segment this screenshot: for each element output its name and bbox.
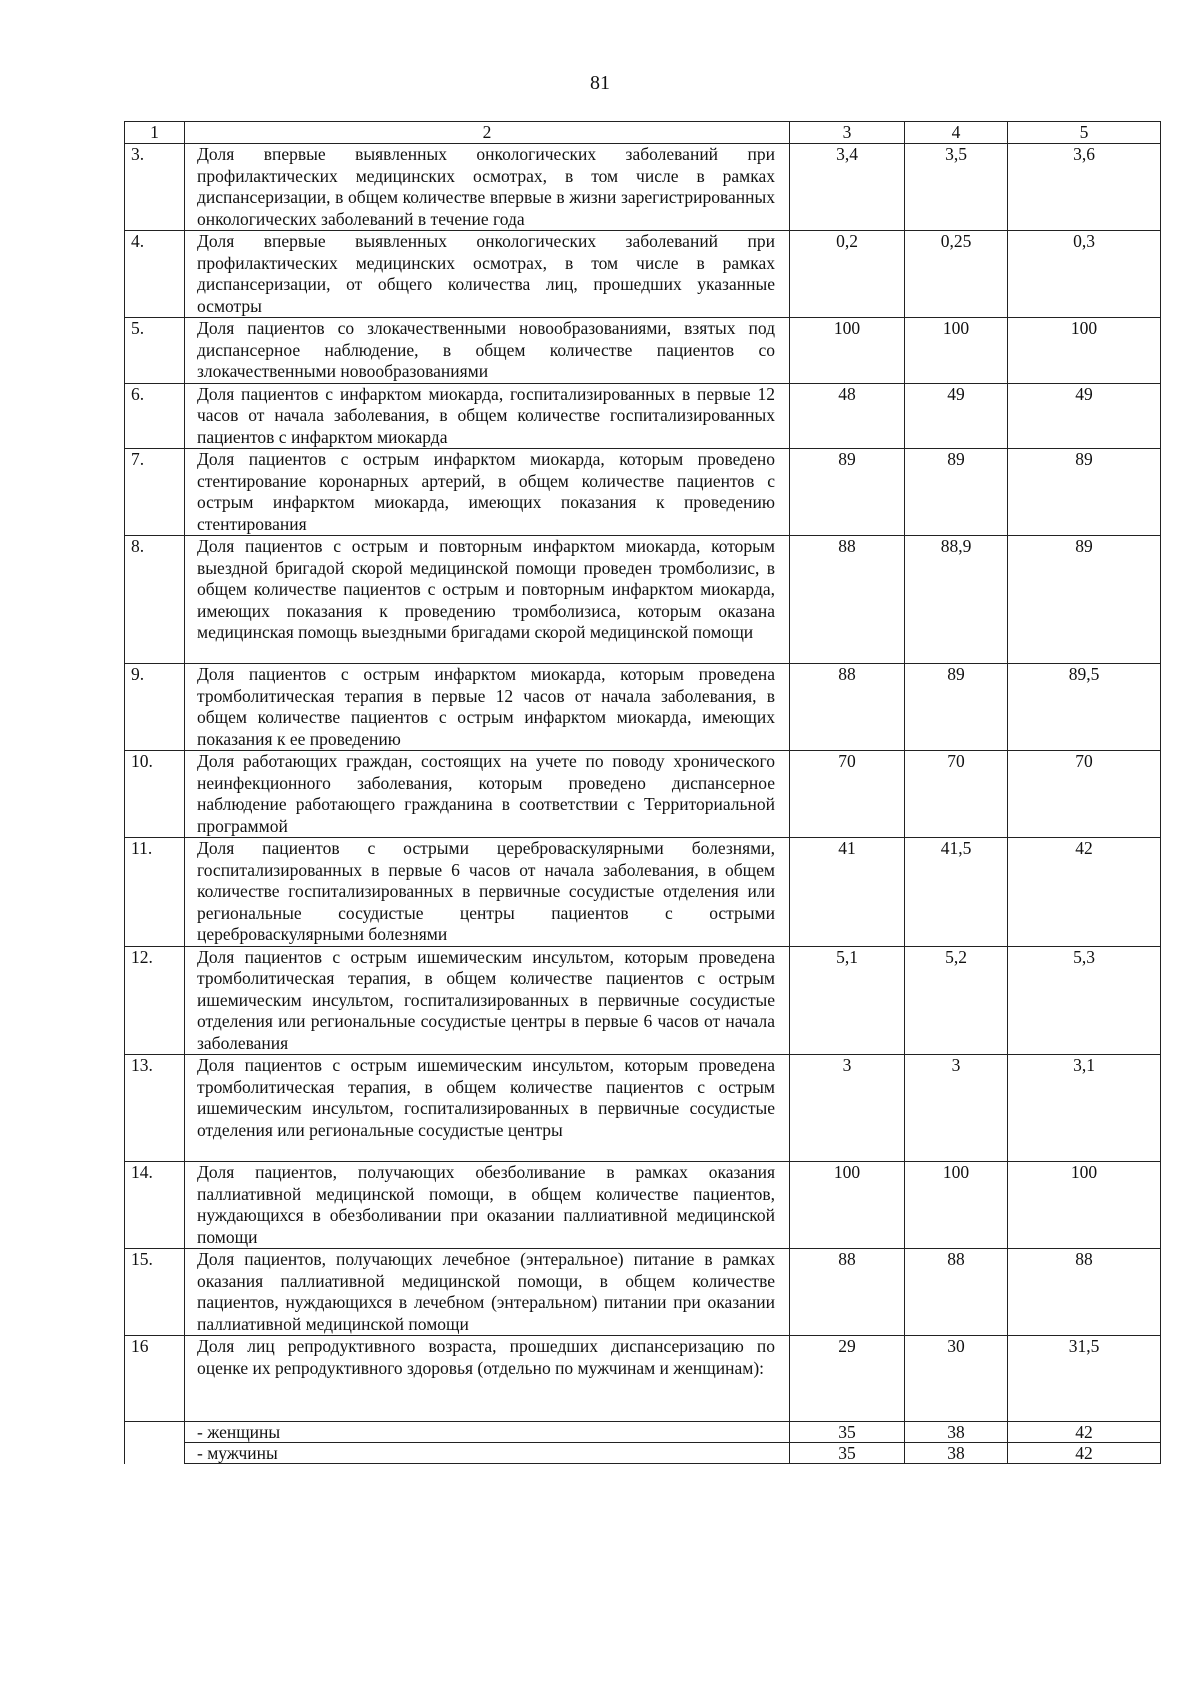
indicator-text: Доля впервые выявленных онкологических заболеваний при профилактических медицинских осмотрах, в том числе в рамках диспансеризации, в общем количестве впервые в жизни зарегистрированных онкологических заболеваний в течение года <box>185 144 790 231</box>
table-row <box>125 751 1161 838</box>
table-row <box>125 144 1161 231</box>
row-number <box>125 1422 185 1443</box>
header-cell: 2 <box>185 122 790 144</box>
table-row <box>125 231 1161 318</box>
value-col3: 88 <box>790 1249 905 1336</box>
row-number: 14. <box>125 1162 185 1249</box>
value-col4: 38 <box>905 1422 1008 1443</box>
value-col5: 42 <box>1008 838 1161 947</box>
indicator-text: Доля пациентов, получающих лечебное (энтеральное) питание в рамках оказания паллиативной медицинской помощи, в общем количестве пациентов, нуждающихся в лечебном (энтеральном) питании при оказании паллиативной медицинской помощи <box>185 1249 790 1336</box>
value-col5: 31,5 <box>1008 1336 1161 1422</box>
indicator-text: Доля впервые выявленных онкологических заболеваний при профилактических медицинских осмотрах, в том числе в рамках диспансеризации, от общего количества лиц, прошедших указанные осмотры <box>185 231 790 318</box>
value-col5: 5,3 <box>1008 946 1161 1055</box>
table-row <box>125 1249 1161 1336</box>
header-row <box>125 122 1161 144</box>
indicator-text: - женщины <box>185 1422 790 1443</box>
row-number: 10. <box>125 751 185 838</box>
indicator-text: Доля пациентов со злокачественными новообразованиями, взятых под диспансерное наблюдение, в общем количестве пациентов со злокачественными новообразованиями <box>185 318 790 384</box>
value-col5: 49 <box>1008 383 1161 449</box>
value-col3: 48 <box>790 383 905 449</box>
value-col3: 0,2 <box>790 231 905 318</box>
page-number: 81 <box>590 72 610 94</box>
value-col3: 41 <box>790 838 905 947</box>
value-col3: 89 <box>790 449 905 536</box>
row-number: 15. <box>125 1249 185 1336</box>
value-col5: 3,1 <box>1008 1055 1161 1162</box>
row-number: 7. <box>125 449 185 536</box>
value-col4: 3,5 <box>905 144 1008 231</box>
value-col5: 88 <box>1008 1249 1161 1336</box>
value-col4: 0,25 <box>905 231 1008 318</box>
header-cell: 3 <box>790 122 905 144</box>
value-col5: 42 <box>1008 1443 1161 1464</box>
indicator-text: Доля лиц репродуктивного возраста, прошедших диспансеризацию по оценке их репродуктивного здоровья (отдельно по мужчинам и женщинам): <box>185 1336 790 1422</box>
value-col3: 100 <box>790 1162 905 1249</box>
table-row <box>125 664 1161 751</box>
table-row <box>125 449 1161 536</box>
value-col4: 3 <box>905 1055 1008 1162</box>
value-col4: 5,2 <box>905 946 1008 1055</box>
indicator-text: Доля пациентов с острыми цереброваскулярными болезнями, госпитализированных в первые 6 часов от начала заболевания, в общем количестве госпитализированных в первичные сосудистые отделения или региональные сосудистые центры пациентов с острыми цереброваскулярными болезнями <box>185 838 790 947</box>
header-cell: 4 <box>905 122 1008 144</box>
value-col4: 38 <box>905 1443 1008 1464</box>
row-number <box>125 1443 185 1464</box>
table-row <box>125 1336 1161 1422</box>
row-number: 13. <box>125 1055 185 1162</box>
value-col3: 3 <box>790 1055 905 1162</box>
value-col4: 100 <box>905 318 1008 384</box>
value-col4: 70 <box>905 751 1008 838</box>
indicator-text: Доля пациентов, получающих обезболивание в рамках оказания паллиативной медицинской помощи, в общем количестве пациентов, нуждающихся в обезболивании при оказании паллиативной медицинской помощи <box>185 1162 790 1249</box>
value-col4: 30 <box>905 1336 1008 1422</box>
row-number: 4. <box>125 231 185 318</box>
indicator-text: Доля пациентов с острым ишемическим инсультом, которым проведена тромболитическая терапия, в общем количестве пациентов с острым ишемическим инсультом, госпитализированных в первичные сосудистые отделения или региональные сосудистые центры в первые 6 часов от начала заболевания <box>185 946 790 1055</box>
value-col5: 100 <box>1008 1162 1161 1249</box>
indicator-text: Доля пациентов с острым инфарктом миокарда, которым проведена тромболитическая терапия в первые 12 часов от начала заболевания, в общем количестве пациентов с острым инфарктом миокарда, имеющих показания к ее проведению <box>185 664 790 751</box>
header-cell: 5 <box>1008 122 1161 144</box>
value-col3: 29 <box>790 1336 905 1422</box>
table-row <box>125 946 1161 1055</box>
value-col5: 89,5 <box>1008 664 1161 751</box>
table-row <box>125 1162 1161 1249</box>
header-cell: 1 <box>125 122 185 144</box>
table-row <box>125 383 1161 449</box>
value-col5: 42 <box>1008 1422 1161 1443</box>
value-col4: 100 <box>905 1162 1008 1249</box>
table-subrow <box>125 1443 1161 1464</box>
value-col4: 41,5 <box>905 838 1008 947</box>
table-row <box>125 318 1161 384</box>
value-col5: 0,3 <box>1008 231 1161 318</box>
value-col5: 100 <box>1008 318 1161 384</box>
value-col5: 70 <box>1008 751 1161 838</box>
indicator-text: Доля пациентов с острым инфарктом миокарда, которым проведено стентирование коронарных артерий, в общем количестве пациентов с острым инфарктом миокарда, имеющих показания к проведению стентирования <box>185 449 790 536</box>
table-row <box>125 838 1161 947</box>
value-col3: 35 <box>790 1422 905 1443</box>
row-number: 9. <box>125 664 185 751</box>
value-col5: 3,6 <box>1008 144 1161 231</box>
indicator-text: Доля пациентов с острым ишемическим инсультом, которым проведена тромболитическая терапия, в общем количестве пациентов с острым ишемическим инсультом, госпитализированных в первичные сосудистые отделения или региональные сосудистые центры <box>185 1055 790 1162</box>
indicators-table <box>124 121 1161 1464</box>
value-col5: 89 <box>1008 536 1161 664</box>
value-col3: 88 <box>790 664 905 751</box>
row-number: 6. <box>125 383 185 449</box>
table-row <box>125 536 1161 664</box>
indicator-text: Доля работающих граждан, состоящих на учете по поводу хронического неинфекционного заболевания, которым проведено диспансерное наблюдение работающего гражданина в соответствии с Территориальной программой <box>185 751 790 838</box>
indicator-text: Доля пациентов с инфарктом миокарда, госпитализированных в первые 12 часов от начала заболевания, в общем количестве госпитализированных пациентов с инфарктом миокарда <box>185 383 790 449</box>
table-subrow <box>125 1422 1161 1443</box>
row-number: 11. <box>125 838 185 947</box>
value-col3: 70 <box>790 751 905 838</box>
value-col3: 100 <box>790 318 905 384</box>
value-col4: 89 <box>905 449 1008 536</box>
row-number: 5. <box>125 318 185 384</box>
value-col3: 3,4 <box>790 144 905 231</box>
indicator-text: Доля пациентов с острым и повторным инфарктом миокарда, которым выездной бригадой скорой медицинской помощи проведен тромболизис, в общем количестве пациентов с острым и повторным инфарктом миокарда, имеющих показания к проведению тромболизиса, которым оказана медицинская помощь выездными бригадами скорой медицинской помощи <box>185 536 790 664</box>
row-number: 8. <box>125 536 185 664</box>
row-number: 16 <box>125 1336 185 1422</box>
value-col4: 88 <box>905 1249 1008 1336</box>
row-number: 3. <box>125 144 185 231</box>
value-col4: 88,9 <box>905 536 1008 664</box>
value-col5: 89 <box>1008 449 1161 536</box>
row-number: 12. <box>125 946 185 1055</box>
indicator-text: - мужчины <box>185 1443 790 1464</box>
value-col3: 88 <box>790 536 905 664</box>
value-col4: 49 <box>905 383 1008 449</box>
value-col3: 35 <box>790 1443 905 1464</box>
value-col4: 89 <box>905 664 1008 751</box>
value-col3: 5,1 <box>790 946 905 1055</box>
table-row <box>125 1055 1161 1162</box>
